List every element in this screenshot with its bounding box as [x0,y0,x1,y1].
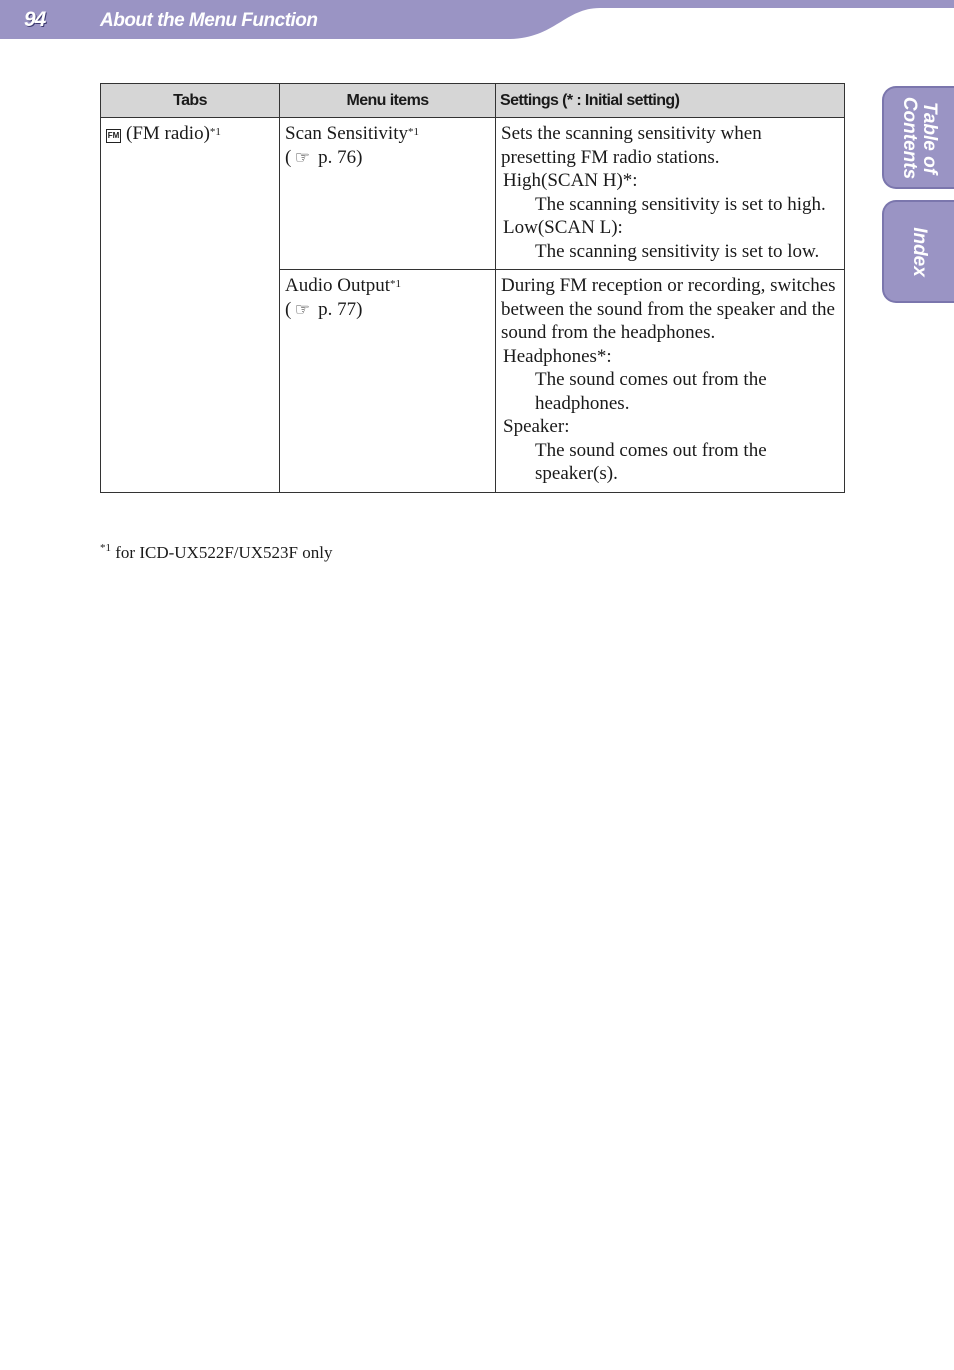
option-detail: The sound comes out from the headphones. [535,369,767,414]
table-row [101,118,845,270]
tab-label: (FM radio) [126,123,210,144]
option-detail: The scanning sensitivity is set to high. [535,193,826,215]
table-header-row [101,84,845,118]
table-of-contents-tab[interactable] [882,86,954,189]
option-label: Headphones*: [503,345,612,367]
footnote-text: for ICD-UX522F/UX523F only [115,543,333,562]
settings-cell [496,270,845,493]
ref-open: ( [285,146,292,168]
header-tabs: Tabs [101,84,280,118]
section-title: About the Menu Function [100,10,318,31]
tab-note-mark: *1 [209,126,221,138]
tab-cell [101,118,280,493]
page-reference[interactable] [285,298,490,322]
menu-function-table [100,83,845,493]
menu-item-name: Audio Output [285,275,391,296]
header-bar [0,0,954,40]
menu-item-note: *1 [390,278,402,290]
menu-item-note: *1 [407,126,419,138]
index-tab[interactable] [882,200,954,303]
ref-open: ( [285,298,292,320]
footnote-mark: *1 [100,542,111,554]
page-number: 94 [24,8,46,31]
menu-item-name: Scan Sensitivity [285,123,408,144]
table-of-contents-tab-label: Table of Contents [899,96,940,179]
setting-description: During FM reception or recording, switches between the sound from the speaker and the sound from the headphones. [501,275,836,343]
footnote [100,543,332,563]
option-label: Low(SCAN L): [503,217,623,238]
ref-page: p. 77) [318,298,363,320]
page-reference[interactable] [285,146,490,170]
ref-page: p. 76) [318,146,363,168]
menu-item-cell [280,118,496,270]
option-detail: The sound comes out from the speaker(s). [535,439,767,484]
pointing-hand-icon: ☞ [294,147,310,167]
settings-cell [496,118,845,270]
option-detail: The scanning sensitivity is set to low. [535,240,820,262]
option-label: Speaker: [503,416,570,437]
fm-radio-icon: FM [106,129,121,143]
option-label: High(SCAN H)*: [503,170,638,191]
pointing-hand-icon: ☞ [294,299,310,319]
index-tab-label: Index [909,226,930,277]
menu-item-cell [280,270,496,493]
setting-description: Sets the scanning sensitivity when presetting FM radio stations. [501,123,762,168]
header-settings: Settings (* : Initial setting) [496,84,845,118]
header-menu-items: Menu items [280,84,496,118]
